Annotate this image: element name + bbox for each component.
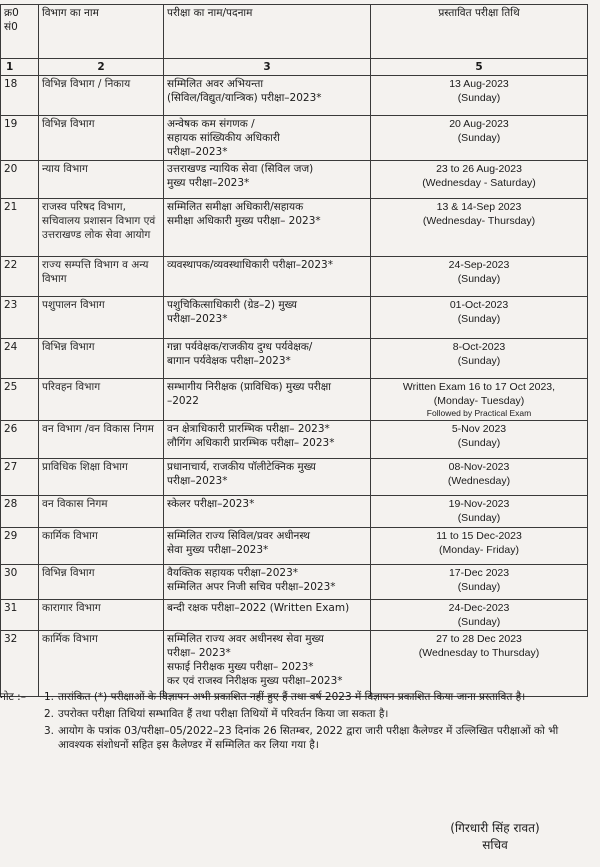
exam-line: स्केलर परीक्षा–2023* (167, 498, 255, 510)
serial-number: 26 (1, 421, 39, 459)
proposed-date (371, 297, 588, 339)
exam-line: –2022 (167, 395, 199, 407)
date-weekday: (Sunday) (457, 92, 501, 104)
note-item (0, 690, 595, 704)
department-name: पशुपालन विभाग (39, 297, 164, 339)
department-name: वन विकास निगम (39, 496, 164, 528)
table-row (1, 631, 588, 697)
column-number-row (1, 59, 588, 76)
note-item (0, 707, 595, 721)
column-number: 3 (164, 59, 371, 76)
date-range: 5-Nov 2023 (451, 423, 507, 435)
date-weekday: (Monday- Friday) (439, 544, 519, 556)
serial-number: 29 (1, 528, 39, 565)
exam-line: अन्वेषक कम संगणक / (167, 118, 255, 130)
department-name: विभिन्न विभाग / निकाय (39, 76, 164, 116)
exam-name (164, 257, 371, 297)
header-department: विभाग का नाम (39, 5, 164, 59)
exam-line: परीक्षा–2023* (167, 313, 228, 325)
date-weekday: (Wednesday- Thursday) (422, 215, 536, 227)
date-note: Followed by Practical Exam (426, 408, 532, 418)
notes-label: नोट :– (0, 691, 26, 703)
exam-line: परीक्षा–2023* (167, 146, 228, 158)
serial-number: 18 (1, 76, 39, 116)
proposed-date (371, 565, 588, 600)
proposed-date (371, 76, 588, 116)
date-range: 27 to 28 Dec 2023 (436, 633, 522, 645)
exam-name (164, 528, 371, 565)
column-number: 1 (1, 59, 39, 76)
exam-line: बन्दी रक्षक परीक्षा–2022 (Written Exam) (167, 602, 350, 614)
proposed-date (371, 600, 588, 631)
date-weekday: (Sunday) (457, 581, 501, 593)
note-number: 1. (44, 691, 55, 703)
exam-line: सम्मिलित अपर निजी सचिव परीक्षा–2023* (167, 581, 336, 593)
exam-calendar-table (0, 4, 588, 697)
department-name: राजस्व परिषद विभाग, सचिवालय प्रशासन विभाग एवं उत्तराखण्ड लोक सेवा आयोग (39, 199, 164, 257)
exam-name (164, 421, 371, 459)
department-name: विभिन्न विभाग (39, 116, 164, 161)
proposed-date (371, 199, 588, 257)
exam-line: सम्मिलित समीक्षा अधिकारी/सहायक (167, 201, 304, 213)
department-name: कार्मिक विभाग (39, 631, 164, 697)
date-range: 01-Oct-2023 (449, 299, 509, 311)
proposed-date (371, 496, 588, 528)
header-serial: क्र0 सं0 (1, 5, 39, 59)
table-row (1, 116, 588, 161)
table-row (1, 199, 588, 257)
exam-line: सम्भागीय निरीक्षक (प्राविधिक) मुख्य परीक्षा (167, 381, 331, 393)
exam-line: परीक्षा–2023* (167, 475, 228, 487)
signature-block (420, 820, 570, 854)
exam-name (164, 496, 371, 528)
exam-name (164, 379, 371, 421)
date-weekday: (Sunday) (457, 512, 501, 524)
serial-number: 22 (1, 257, 39, 297)
exam-line: सम्मिलित अवर अभियन्ता (167, 78, 264, 90)
date-weekday: (Wednesday) (447, 475, 511, 487)
date-weekday: (Wednesday to Thursday) (418, 647, 540, 659)
exam-name (164, 459, 371, 496)
date-weekday: (Sunday) (457, 437, 501, 449)
serial-number: 31 (1, 600, 39, 631)
header-exam: परीक्षा का नाम/पदनाम (164, 5, 371, 59)
date-range: 24-Sep-2023 (448, 259, 510, 271)
proposed-date (371, 421, 588, 459)
proposed-date (371, 379, 588, 421)
exam-line: सेवा मुख्य परीक्षा–2023* (167, 544, 269, 556)
table-row (1, 459, 588, 496)
date-range: 13 Aug-2023 (449, 78, 509, 90)
exam-line: उत्तराखण्ड न्यायिक सेवा (सिविल जज) (167, 163, 314, 175)
exam-name (164, 116, 371, 161)
date-range: 23 to 26 Aug-2023 (436, 163, 522, 175)
table-header-row (1, 5, 588, 59)
exam-line: सहायक सांख्यिकीय अधिकारी (167, 132, 280, 144)
exam-line: व्यवस्थापक/व्यवस्थाधिकारी परीक्षा–2023* (167, 259, 333, 271)
exam-line: लौगिंग अधिकारी प्रारम्भिक परीक्षा– 2023* (167, 437, 335, 449)
date-range: 8-Oct-2023 (452, 341, 506, 353)
serial-number: 28 (1, 496, 39, 528)
exam-name (164, 76, 371, 116)
exam-line: पशुचिकित्साधिकारी (ग्रेड–2) मुख्य (167, 299, 297, 311)
serial-number: 24 (1, 339, 39, 379)
proposed-date (371, 339, 588, 379)
department-name: वन विभाग /वन विकास निगम (39, 421, 164, 459)
table-row (1, 421, 588, 459)
date-range: 20 Aug-2023 (449, 118, 509, 130)
exam-line: परीक्षा– 2023* (167, 647, 231, 659)
exam-name (164, 631, 371, 697)
table-row (1, 496, 588, 528)
column-number: 2 (39, 59, 164, 76)
date-weekday: (Sunday) (457, 132, 501, 144)
exam-name (164, 565, 371, 600)
exam-line: समीक्षा अधिकारी मुख्य परीक्षा– 2023* (167, 215, 321, 227)
notes-section (0, 690, 595, 755)
exam-line: गन्ना पर्यवेक्षक/राजकीय दुग्ध पर्यवेक्षक/ (167, 341, 313, 353)
table-row (1, 161, 588, 199)
serial-number: 20 (1, 161, 39, 199)
exam-line: मुख्य परीक्षा–2023* (167, 177, 250, 189)
serial-number: 30 (1, 565, 39, 600)
note-item (0, 724, 595, 752)
department-name: विभिन्न विभाग (39, 565, 164, 600)
proposed-date (371, 116, 588, 161)
proposed-date (371, 161, 588, 199)
table-row (1, 339, 588, 379)
exam-name (164, 161, 371, 199)
proposed-date (371, 631, 588, 697)
serial-number: 23 (1, 297, 39, 339)
department-name: न्याय विभाग (39, 161, 164, 199)
signatory-title: सचिव (482, 838, 508, 852)
date-weekday: (Sunday) (457, 355, 501, 367)
exam-line: वैयक्तिक सहायक परीक्षा–2023* (167, 567, 298, 579)
date-range: 24-Dec-2023 (448, 602, 510, 614)
table-body (1, 76, 588, 697)
department-name: कार्मिक विभाग (39, 528, 164, 565)
date-range: 08-Nov-2023 (448, 461, 510, 473)
exam-line: (सिविल/विद्युत/यान्त्रिक) परीक्षा–2023* (167, 92, 322, 104)
exam-line: वन क्षेत्राधिकारी प्रारम्भिक परीक्षा– 2023* (167, 423, 330, 435)
exam-line: कर एवं राजस्व निरीक्षक मुख्य परीक्षा–2023* (167, 675, 343, 687)
exam-line: सम्मिलित राज्य अवर अधीनस्थ सेवा मुख्य (167, 633, 324, 645)
serial-number: 19 (1, 116, 39, 161)
department-name: विभिन्न विभाग (39, 339, 164, 379)
serial-number: 27 (1, 459, 39, 496)
exam-line: सम्मिलित राज्य सिविल/प्रवर अधीनस्थ (167, 530, 310, 542)
proposed-date (371, 459, 588, 496)
department-name: प्राविधिक शिक्षा विभाग (39, 459, 164, 496)
date-weekday: (Sunday) (457, 616, 501, 628)
proposed-date (371, 528, 588, 565)
department-name: परिवहन विभाग (39, 379, 164, 421)
exam-name (164, 297, 371, 339)
date-weekday: (Wednesday - Saturday) (422, 177, 536, 189)
date-range: Written Exam 16 to 17 Oct 2023, (402, 381, 556, 393)
date-weekday: (Monday- Tuesday) (433, 395, 525, 407)
note-text: आयोग के पत्रांक 03/परीक्षा–05/2022–23 दिनांक 26 सितम्बर, 2022 द्वारा जारी परीक्षा कैलेण्डर में उल्लिखित परीक्षाओं को भी आवश्यक संशोधनों सहित इस कैलेण्डर में सम्मिलित कर लिया गया है। (58, 725, 559, 751)
table-row (1, 297, 588, 339)
exam-name (164, 600, 371, 631)
date-weekday: (Sunday) (457, 313, 501, 325)
table-row (1, 528, 588, 565)
note-number: 3. (44, 725, 55, 737)
table-row (1, 600, 588, 631)
table-row (1, 379, 588, 421)
date-weekday: (Sunday) (457, 273, 501, 285)
serial-number: 32 (1, 631, 39, 697)
note-text: उपरोक्त परीक्षा तिथियां सम्भावित हैं तथा परीक्षा तिथियों में परिवर्तन किया जा सकता है। (58, 708, 389, 720)
table-row (1, 76, 588, 116)
table-row (1, 565, 588, 600)
signatory-name: (गिरधारी सिंह रावत) (450, 821, 540, 835)
department-name: कारागार विभाग (39, 600, 164, 631)
exam-name (164, 339, 371, 379)
date-range: 19-Nov-2023 (448, 498, 510, 510)
department-name: राज्य सम्पत्ति विभाग व अन्य विभाग (39, 257, 164, 297)
exam-line: प्रधानाचार्य, राजकीय पॉलीटेक्निक मुख्य (167, 461, 316, 473)
exam-line: बागान पर्यवेक्षक परीक्षा–2023* (167, 355, 291, 367)
exam-name (164, 199, 371, 257)
date-range: 11 to 15 Dec-2023 (436, 530, 522, 542)
note-text: तारांकित (*) परीक्षाओं के विज्ञापन अभी प्रकाशित नहीं हुए हैं तथा वर्ष 2023 में विज्ञापन प्रकाशित किया जाना प्रस्तावित है। (58, 691, 526, 703)
note-number: 2. (44, 708, 55, 720)
date-range: 13 & 14-Sep 2023 (436, 201, 522, 213)
header-date: प्रस्तावित परीक्षा तिथि (371, 5, 588, 59)
exam-line: सफाई निरीक्षक मुख्य परीक्षा– 2023* (167, 661, 314, 673)
serial-number: 25 (1, 379, 39, 421)
date-range: 17-Dec 2023 (448, 567, 510, 579)
table-row (1, 257, 588, 297)
proposed-date (371, 257, 588, 297)
column-number: 5 (371, 59, 588, 76)
serial-number: 21 (1, 199, 39, 257)
